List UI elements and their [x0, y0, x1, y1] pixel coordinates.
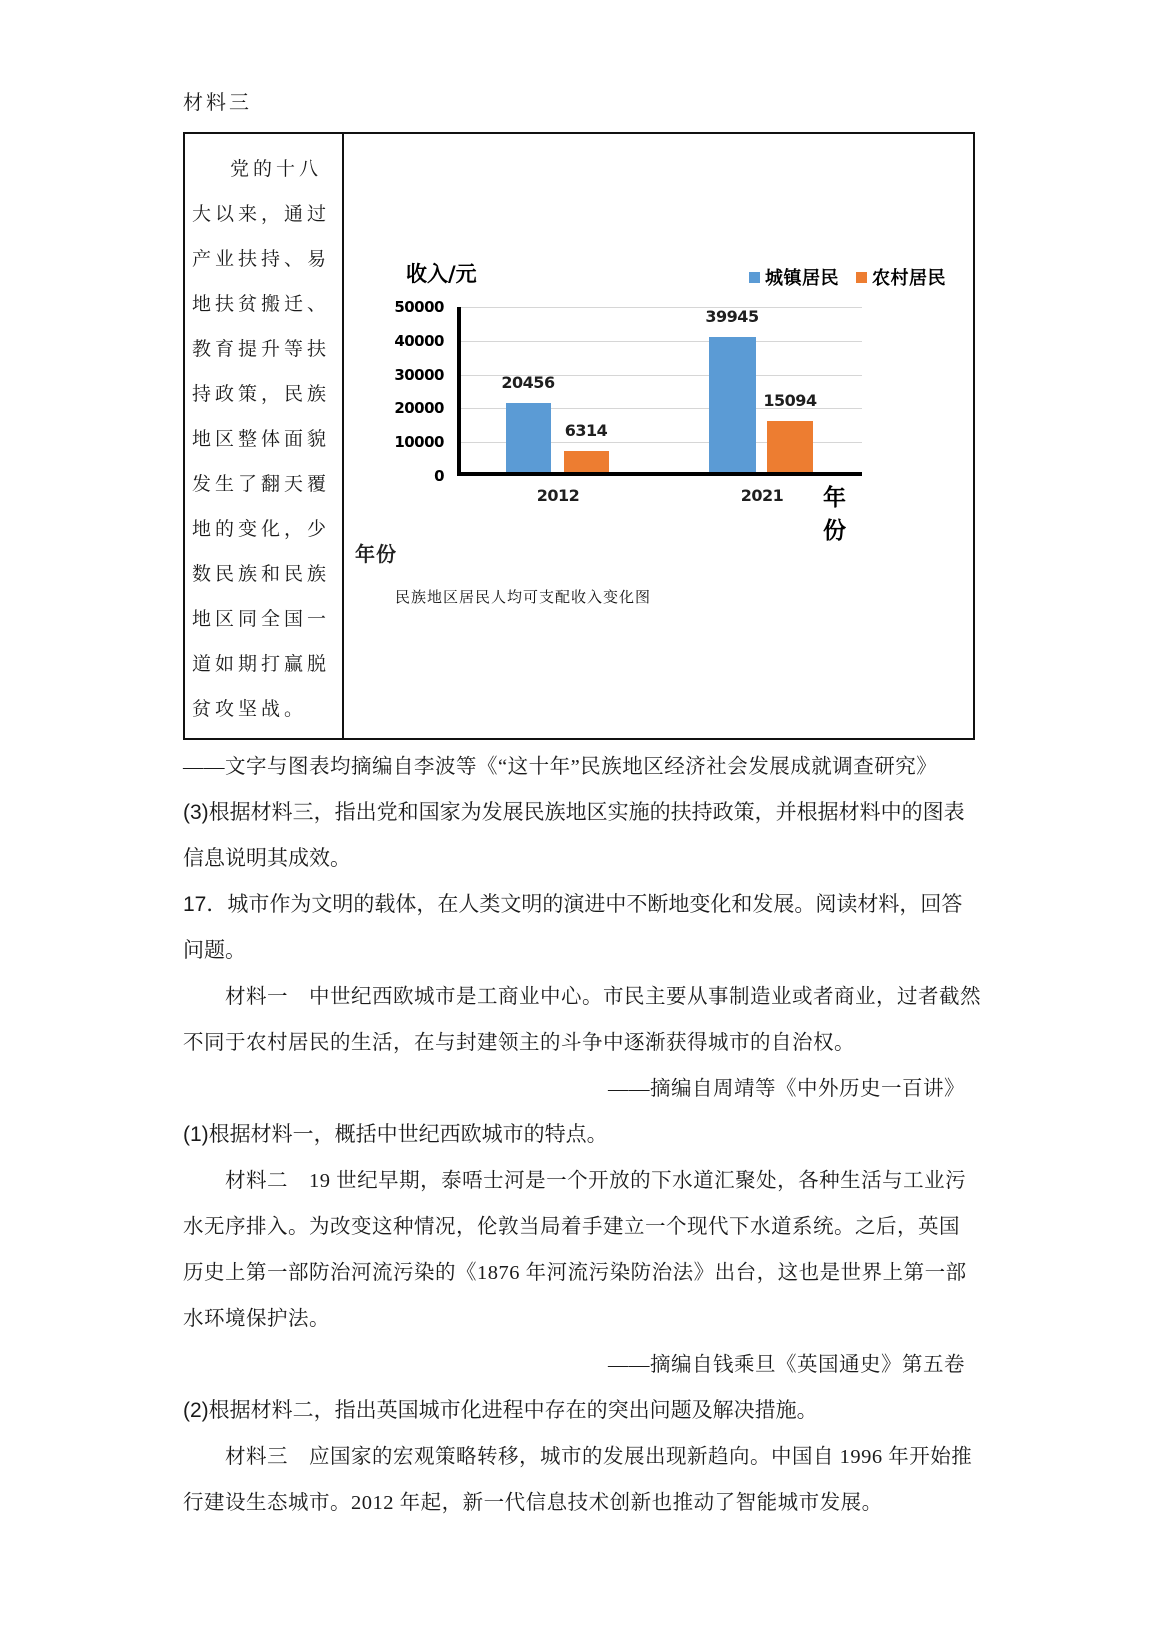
left-cell-line: 道如期打赢脱: [192, 654, 331, 675]
material-two-line-4: 水环境保护法。: [183, 1308, 330, 1330]
material-two-line-3: 历史上第一部防治河流污染的《1876 年河流污染防治法》出台，这也是世界上第一部: [183, 1262, 967, 1284]
question-3-line-2: 信息说明其成效。: [183, 847, 351, 870]
left-cell-line: 党的十八: [230, 159, 323, 180]
question-3-line-1: (3)根据材料三，指出党和国家为发展民族地区实施的扶持政策，并根据材料中的图表: [183, 801, 965, 824]
y-tick: 20000: [394, 399, 444, 418]
left-cell-line: 大以来，通过: [192, 204, 331, 225]
attribution-material-three: ——文字与图表均摘编自李波等《“这十年”民族地区经济社会发展成就调查研究》: [183, 756, 938, 778]
left-cell-line: 地的变化，少: [192, 519, 331, 540]
material-three-heading: 材料三: [183, 92, 252, 114]
y-tick: 40000: [394, 331, 444, 350]
left-cell-line: 数民族和民族: [192, 564, 331, 585]
legend-swatch-urban-icon: [749, 272, 760, 283]
attribution-material-one: ——摘编自周靖等《中外历史一百讲》: [608, 1078, 965, 1100]
left-cell-line: 地区整体面貌: [192, 429, 331, 450]
left-cell-line: 发生了翻天覆: [192, 474, 331, 495]
question-2: (2)根据材料二，指出英国城市化进程中存在的突出问题及解决措施。: [183, 1399, 818, 1422]
chart-x-axis-title: 年份: [823, 485, 846, 544]
material-table: [183, 132, 975, 740]
left-cell-line: 产业扶持、易: [192, 249, 331, 270]
material-two-line-2: 水无序排入。为改变这种情况，伦敦当局着手建立一个现代下水道系统。之后，英国: [183, 1216, 960, 1238]
legend-item-rural: [856, 264, 946, 290]
material-one-line-2: 不同于农村居民的生活，在与封建领主的斗争中逐渐获得城市的自治权。: [183, 1032, 855, 1054]
material-three-line-1: 材料三 应国家的宏观策略转移，城市的发展出现新趋向。中国自 1996 年开始推: [225, 1446, 973, 1468]
gridline: [461, 341, 862, 342]
chart-plot-area: [457, 307, 862, 544]
material-three-line-2: 行建设生态城市。2012 年起，新一代信息技术创新也推动了智能城市发展。: [183, 1492, 883, 1514]
chart-caption: 民族地区居民人均可支配收入变化图: [395, 590, 652, 606]
axis-title-below-chart: 年份: [355, 544, 397, 566]
x-tick-2012: 2012: [536, 486, 580, 505]
legend-label-rural: 农村居民: [872, 268, 946, 289]
bar-value-label: 39945: [705, 307, 759, 326]
material-one-line-1: 材料一 中世纪西欧城市是工商业中心。市民主要从事制造业或者商业，过者截然: [225, 986, 981, 1008]
chart-legend: [749, 264, 946, 290]
legend-label-urban: 城镇居民: [765, 268, 839, 289]
bar-rural-2012: [564, 451, 609, 472]
bar-value-label: 6314: [564, 420, 608, 440]
y-tick: 30000: [394, 365, 444, 384]
body-text: [183, 744, 981, 1526]
attribution-material-two: ——摘编自钱乘旦《英国通史》第五卷: [608, 1354, 965, 1376]
gridline: [461, 307, 862, 308]
y-tick: 50000: [394, 298, 444, 316]
material-two-line-1: 材料二 19 世纪早期，泰唔士河是一个开放的下水道汇聚处，各种生活与工业污: [225, 1170, 967, 1192]
bar-chart: [344, 134, 973, 738]
bar-value-label: 15094: [763, 391, 817, 410]
y-tick: 0: [434, 467, 444, 485]
question-17-line-1: 17．城市作为文明的载体，在人类文明的演进中不断地变化和发展。阅读材料，回答: [183, 893, 963, 916]
chart-y-axis-title: 收入/元: [406, 262, 477, 286]
left-cell-line: 地扶贫搬迁、: [192, 294, 331, 315]
x-tick-2021: 2021: [740, 486, 784, 505]
legend-item-urban: [749, 264, 839, 290]
bar-value-label: 20456: [501, 372, 555, 392]
left-cell-line: 贫攻坚战。: [192, 699, 308, 720]
left-cell-line: 地区同全国一: [192, 609, 331, 630]
left-cell-line: 持政策，民族: [192, 384, 331, 405]
question-17-line-2: 问题。: [183, 939, 246, 962]
question-1: (1)根据材料一，概括中世纪西欧城市的特点。: [183, 1123, 608, 1146]
bar-rural-2021: [767, 421, 813, 472]
material-table-left-cell: [185, 134, 344, 738]
y-tick: 10000: [394, 433, 444, 452]
left-cell-line: 教育提升等扶: [192, 339, 331, 360]
legend-swatch-rural-icon: [856, 272, 867, 283]
